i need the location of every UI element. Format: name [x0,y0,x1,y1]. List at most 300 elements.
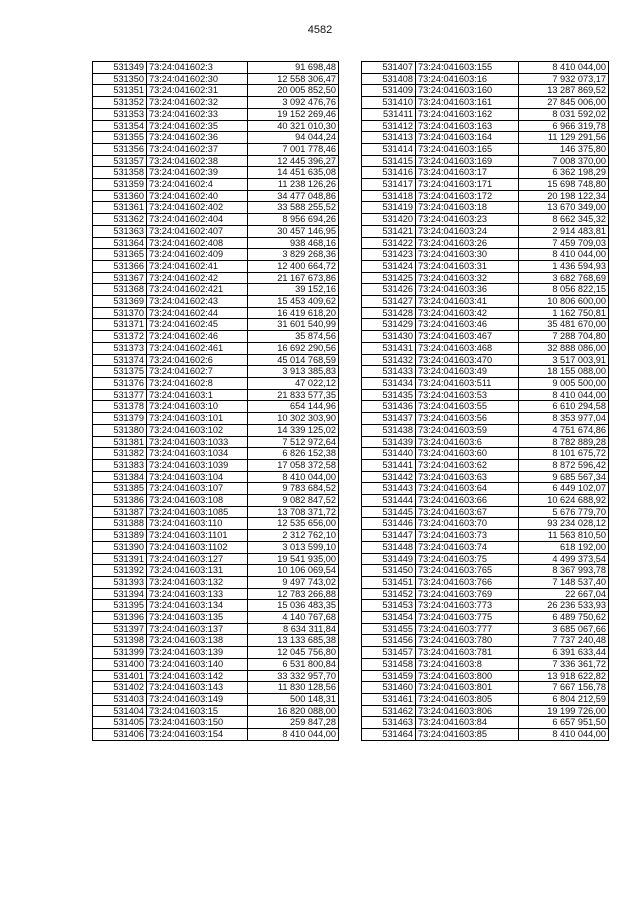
row-index: 531360 [93,190,147,202]
cadastral-value: 16 419 618,20 [248,307,339,319]
row-index: 531398 [93,635,147,647]
row-index: 531367 [93,272,147,284]
row-index: 531416 [362,167,416,179]
cadastral-number: 73:24:041603:1101 [147,530,248,542]
table-row [93,612,339,624]
row-index: 531408 [362,73,416,85]
cadastral-value: 8 782 889,28 [519,436,609,448]
cadastral-number: 73:24:041603:161 [416,97,519,109]
row-index: 531358 [93,167,147,179]
row-index: 531384 [93,471,147,483]
cadastral-value: 14 451 635,08 [248,167,339,179]
table-row [93,459,339,471]
cadastral-value: 6 966 319,78 [519,120,609,132]
cadastral-number: 73:24:041603:150 [147,717,248,729]
cadastral-value: 6 449 102,07 [519,483,609,495]
table-row [362,424,609,436]
table-row [362,143,609,155]
table-row [93,647,339,659]
row-index: 531401 [93,670,147,682]
cadastral-number: 73:24:041603:142 [147,670,248,682]
cadastral-number: 73:24:041602:46 [147,331,248,343]
cadastral-value: 500 148,31 [248,693,339,705]
table-row [93,225,339,237]
cadastral-value: 7 512 972,64 [248,436,339,448]
cadastral-value: 21 167 673,86 [248,272,339,284]
cadastral-value: 8 634 311,84 [248,623,339,635]
cadastral-number: 73:24:041603:1039 [147,459,248,471]
cadastral-value: 20 005 852,50 [248,85,339,97]
cadastral-number: 73:24:041603:1034 [147,448,248,460]
cadastral-number: 73:24:041602:421 [147,284,248,296]
row-index: 531380 [93,424,147,436]
cadastral-value: 7 336 361,72 [519,658,609,670]
cadastral-value: 8 410 044,00 [519,729,609,741]
row-index: 531458 [362,658,416,670]
row-index: 531390 [93,541,147,553]
table-row [93,518,339,530]
cadastral-value: 7 008 370,00 [519,155,609,167]
cadastral-value: 8 367 993,78 [519,565,609,577]
table-row [362,483,609,495]
cadastral-number: 73:24:041603:470 [416,354,519,366]
cadastral-number: 73:24:041603:133 [147,588,248,600]
table-row [362,471,609,483]
cadastral-number: 73:24:041603:74 [416,541,519,553]
cadastral-number: 73:24:041603:107 [147,483,248,495]
cadastral-number: 73:24:041603:8 [416,658,519,670]
row-index: 531463 [362,717,416,729]
table-row [93,413,339,425]
cadastral-number: 73:24:041602:8 [147,377,248,389]
table-row [362,272,609,284]
cadastral-number: 73:24:041602:40 [147,190,248,202]
cadastral-number: 73:24:041603:805 [416,693,519,705]
cadastral-value: 7 667 156,78 [519,682,609,694]
row-index: 531438 [362,424,416,436]
cadastral-number: 73:24:041603:63 [416,471,519,483]
cadastral-number: 73:24:041603:15 [147,705,248,717]
table-row [362,553,609,565]
table-row [93,377,339,389]
cadastral-value: 19 199 726,00 [519,705,609,717]
table-row [362,576,609,588]
table-row [93,132,339,144]
cadastral-value: 9 005 500,00 [519,377,609,389]
table-row [362,73,609,85]
row-index: 531444 [362,495,416,507]
row-index: 531386 [93,495,147,507]
table-row [93,342,339,354]
cadastral-number: 73:24:041602:4 [147,179,248,191]
row-index: 531410 [362,97,416,109]
row-index: 531363 [93,225,147,237]
cadastral-value: 32 888 086,00 [519,342,609,354]
cadastral-table-left-body [93,62,339,741]
row-index: 531351 [93,85,147,97]
cadastral-number: 73:24:041603:143 [147,682,248,694]
table-row [362,413,609,425]
cadastral-value: 93 234 028,12 [519,518,609,530]
cadastral-value: 94 044,24 [248,132,339,144]
cadastral-value: 2 312 762,10 [248,530,339,542]
cadastral-value: 8 056 822,15 [519,284,609,296]
table-row [93,249,339,261]
cadastral-value: 12 558 306,47 [248,73,339,85]
row-index: 531424 [362,260,416,272]
row-index: 531354 [93,120,147,132]
row-index: 531414 [362,143,416,155]
cadastral-value: 16 692 290,56 [248,342,339,354]
table-row [93,296,339,308]
cadastral-value: 1 436 594,93 [519,260,609,272]
row-index: 531376 [93,377,147,389]
table-row [93,272,339,284]
cadastral-value: 8 662 345,32 [519,214,609,226]
table-row [93,108,339,120]
cadastral-number: 73:24:041603:135 [147,612,248,624]
table-row [362,249,609,261]
row-index: 531421 [362,225,416,237]
cadastral-number: 73:24:041603:806 [416,705,519,717]
cadastral-value: 7 932 073,17 [519,73,609,85]
table-row [93,471,339,483]
row-index: 531405 [93,717,147,729]
cadastral-value: 13 670 349,00 [519,202,609,214]
row-index: 531443 [362,483,416,495]
table-row [362,120,609,132]
cadastral-number: 73:24:041603:765 [416,565,519,577]
row-index: 531392 [93,565,147,577]
table-row [362,108,609,120]
cadastral-number: 73:24:041602:43 [147,296,248,308]
cadastral-value: 938 468,16 [248,237,339,249]
cadastral-number: 73:24:041602:39 [147,167,248,179]
row-index: 531365 [93,249,147,261]
cadastral-value: 13 918 622,82 [519,670,609,682]
table-row [362,729,609,741]
table-row [93,448,339,460]
table-row [362,260,609,272]
cadastral-value: 3 092 476,76 [248,97,339,109]
table-row [93,260,339,272]
cadastral-number: 73:24:041602:45 [147,319,248,331]
cadastral-number: 73:24:041602:44 [147,307,248,319]
cadastral-value: 3 685 067,66 [519,623,609,635]
table-row [93,62,339,74]
cadastral-number: 73:24:041603:24 [416,225,519,237]
cadastral-value: 19 541 935,00 [248,553,339,565]
cadastral-number: 73:24:041603:32 [416,272,519,284]
cadastral-number: 73:24:041603:70 [416,518,519,530]
cadastral-number: 73:24:041603:31 [416,260,519,272]
cadastral-number: 73:24:041603:164 [416,132,519,144]
cadastral-value: 14 339 125,02 [248,424,339,436]
cadastral-number: 73:24:041603:171 [416,179,519,191]
table-row [362,506,609,518]
row-index: 531464 [362,729,416,741]
table-row [362,85,609,97]
cadastral-value: 8 101 675,72 [519,448,609,460]
table-row [93,717,339,729]
cadastral-value: 15 036 483,35 [248,600,339,612]
row-index: 531417 [362,179,416,191]
cadastral-value: 35 481 670,00 [519,319,609,331]
cadastral-value: 13 708 371,72 [248,506,339,518]
cadastral-value: 6 489 750,62 [519,612,609,624]
row-index: 531449 [362,553,416,565]
cadastral-number: 73:24:041603:780 [416,635,519,647]
row-index: 531460 [362,682,416,694]
table-row [93,424,339,436]
row-index: 531442 [362,471,416,483]
row-index: 531441 [362,459,416,471]
table-row [362,635,609,647]
cadastral-number: 73:24:041603:155 [416,62,519,74]
row-index: 531432 [362,354,416,366]
cadastral-value: 8 410 044,00 [519,389,609,401]
cadastral-value: 13 133 685,38 [248,635,339,647]
row-index: 531436 [362,401,416,413]
cadastral-number: 73:24:041603:10 [147,401,248,413]
cadastral-number: 73:24:041603:42 [416,307,519,319]
row-index: 531413 [362,132,416,144]
cadastral-value: 39 152,16 [248,284,339,296]
table-row [93,565,339,577]
cadastral-number: 73:24:041603:16 [416,73,519,85]
table-row [362,190,609,202]
row-index: 531375 [93,366,147,378]
cadastral-value: 6 391 633,44 [519,647,609,659]
table-row [93,670,339,682]
row-index: 531445 [362,506,416,518]
table-row [362,167,609,179]
cadastral-number: 73:24:041603:149 [147,693,248,705]
cadastral-value: 33 332 957,70 [248,670,339,682]
row-index: 531378 [93,401,147,413]
table-row [93,85,339,97]
row-index: 531457 [362,647,416,659]
cadastral-value: 8 410 044,00 [248,471,339,483]
table-row [362,62,609,74]
cadastral-value: 5 676 779,70 [519,506,609,518]
row-index: 531377 [93,389,147,401]
table-row [362,401,609,413]
table-row [362,307,609,319]
table-row [362,319,609,331]
row-index: 531356 [93,143,147,155]
row-index: 531389 [93,530,147,542]
cadastral-number: 73:24:041603:59 [416,424,519,436]
cadastral-value: 9 685 567,34 [519,471,609,483]
row-index: 531412 [362,120,416,132]
row-index: 531349 [93,62,147,74]
cadastral-number: 73:24:041603:110 [147,518,248,530]
cadastral-number: 73:24:041603:53 [416,389,519,401]
cadastral-number: 73:24:041603:172 [416,190,519,202]
cadastral-number: 73:24:041602:33 [147,108,248,120]
cadastral-value: 3 829 268,36 [248,249,339,261]
row-index: 531355 [93,132,147,144]
row-index: 531448 [362,541,416,553]
cadastral-number: 73:24:041603:801 [416,682,519,694]
table-row [362,97,609,109]
cadastral-value: 10 106 069,54 [248,565,339,577]
row-index: 531426 [362,284,416,296]
row-index: 531406 [93,729,147,741]
cadastral-value: 9 082 847,52 [248,495,339,507]
cadastral-value: 40 321 010,30 [248,120,339,132]
row-index: 531395 [93,600,147,612]
cadastral-number: 73:24:041603:1033 [147,436,248,448]
cadastral-value: 654 144,96 [248,401,339,413]
table-row [93,600,339,612]
row-index: 531370 [93,307,147,319]
cadastral-number: 73:24:041603:137 [147,623,248,635]
row-index: 531462 [362,705,416,717]
cadastral-number: 73:24:041603:101 [147,413,248,425]
row-index: 531428 [362,307,416,319]
cadastral-value: 18 155 088,00 [519,366,609,378]
cadastral-value: 27 845 006,00 [519,97,609,109]
row-index: 531454 [362,612,416,624]
table-row [362,530,609,542]
row-index: 531430 [362,331,416,343]
row-index: 531429 [362,319,416,331]
row-index: 531371 [93,319,147,331]
table-row [362,202,609,214]
cadastral-value: 31 601 540,99 [248,319,339,331]
table-row [93,530,339,542]
row-index: 531425 [362,272,416,284]
row-index: 531409 [362,85,416,97]
cadastral-value: 12 535 656,00 [248,518,339,530]
cadastral-number: 73:24:041602:409 [147,249,248,261]
cadastral-number: 73:24:041603:30 [416,249,519,261]
row-index: 531440 [362,448,416,460]
cadastral-number: 73:24:041603:62 [416,459,519,471]
cadastral-number: 73:24:041603:64 [416,483,519,495]
row-index: 531435 [362,389,416,401]
cadastral-value: 146 375,80 [519,143,609,155]
row-index: 531374 [93,354,147,366]
row-index: 531407 [362,62,416,74]
row-index: 531385 [93,483,147,495]
cadastral-number: 73:24:041603:1102 [147,541,248,553]
row-index: 531352 [93,97,147,109]
cadastral-number: 73:24:041603:46 [416,319,519,331]
cadastral-number: 73:24:041602:404 [147,214,248,226]
cadastral-number: 73:24:041602:461 [147,342,248,354]
row-index: 531431 [362,342,416,354]
cadastral-number: 73:24:041602:402 [147,202,248,214]
table-row [93,495,339,507]
cadastral-number: 73:24:041603:49 [416,366,519,378]
table-row [362,342,609,354]
cadastral-number: 73:24:041603:66 [416,495,519,507]
row-index: 531396 [93,612,147,624]
row-index: 531397 [93,623,147,635]
cadastral-table-right-body [362,62,609,741]
cadastral-value: 10 302 303,90 [248,413,339,425]
cadastral-number: 73:24:041603:26 [416,237,519,249]
cadastral-number: 73:24:041603:511 [416,377,519,389]
cadastral-number: 73:24:041603:154 [147,729,248,741]
row-index: 531369 [93,296,147,308]
table-row [93,705,339,717]
cadastral-number: 73:24:041602:407 [147,225,248,237]
table-row [362,518,609,530]
row-index: 531361 [93,202,147,214]
row-index: 531387 [93,506,147,518]
table-row [93,658,339,670]
cadastral-value: 6 657 951,50 [519,717,609,729]
row-index: 531453 [362,600,416,612]
cadastral-number: 73:24:041603:769 [416,588,519,600]
row-index: 531434 [362,377,416,389]
row-index: 531373 [93,342,147,354]
table-row [93,541,339,553]
cadastral-number: 73:24:041603:1085 [147,506,248,518]
table-row [93,693,339,705]
page-number: 4582 [307,24,333,36]
table-row [93,190,339,202]
cadastral-value: 6 826 152,38 [248,448,339,460]
table-row [362,331,609,343]
row-index: 531450 [362,565,416,577]
table-row [362,377,609,389]
cadastral-number: 73:24:041603:17 [416,167,519,179]
row-index: 531456 [362,635,416,647]
cadastral-number: 73:24:041603:55 [416,401,519,413]
table-row [362,600,609,612]
cadastral-number: 73:24:041603:84 [416,717,519,729]
table-row [362,155,609,167]
row-index: 531383 [93,459,147,471]
cadastral-value: 20 198 122,34 [519,190,609,202]
table-row [93,284,339,296]
row-index: 531461 [362,693,416,705]
cadastral-value: 3 517 003,91 [519,354,609,366]
table-row [93,588,339,600]
row-index: 531402 [93,682,147,694]
table-row [362,623,609,635]
row-index: 531422 [362,237,416,249]
table-row [362,658,609,670]
cadastral-value: 7 148 537,40 [519,576,609,588]
cadastral-value: 6 362 198,29 [519,167,609,179]
table-row [362,459,609,471]
table-row [93,682,339,694]
cadastral-value: 10 624 688,92 [519,495,609,507]
cadastral-value: 12 783 266,88 [248,588,339,600]
table-row [93,436,339,448]
cadastral-value: 13 287 869,52 [519,85,609,97]
row-index: 531452 [362,588,416,600]
cadastral-value: 8 872 596,42 [519,459,609,471]
cadastral-value: 8 031 592,02 [519,108,609,120]
cadastral-number: 73:24:041603:134 [147,600,248,612]
row-index: 531404 [93,705,147,717]
table-row [93,354,339,366]
table-row [362,225,609,237]
row-index: 531446 [362,518,416,530]
cadastral-value: 10 806 600,00 [519,296,609,308]
table-row [93,202,339,214]
table-row [362,612,609,624]
cadastral-value: 26 236 533,93 [519,600,609,612]
cadastral-value: 8 956 694,26 [248,214,339,226]
